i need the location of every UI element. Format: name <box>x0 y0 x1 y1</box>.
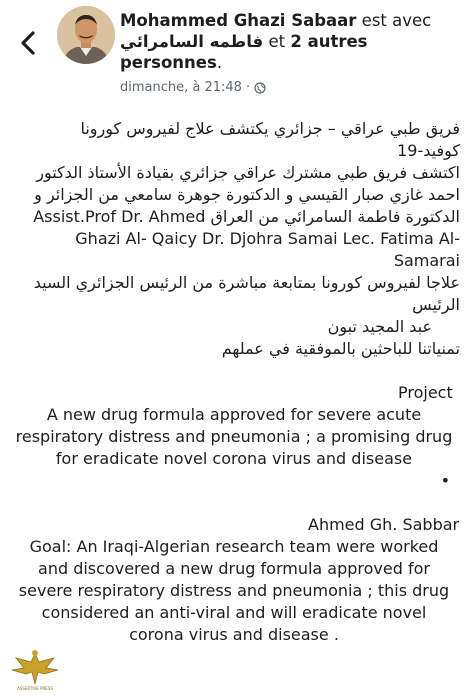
names-line: Ghazi Al- Qaicy Dr. Djohra Samai Lec. Fatima Al- <box>75 229 460 248</box>
arabic-line: تمنياتنا للباحثين بالموفقية في عملهم <box>221 339 460 358</box>
tagged-name[interactable]: فاطمه السامرائي <box>120 32 264 51</box>
arabic-line: كوفيد-19 <box>397 141 460 160</box>
goal-line: considered an anti-viral and will eradicate novel <box>41 603 427 622</box>
post-header <box>0 0 474 104</box>
arabic-line: عبد المجيد تبون <box>327 317 432 336</box>
project-line: A new drug formula approved for severe acute <box>46 405 422 424</box>
arabic-line: اكتشف فريق طبي مشترك عراقي جزائري بقيادة الأستاذ الدكتور <box>36 163 460 182</box>
arabic-line: علاجا لفيروس كورونا بمتابعة مباشرة من الرئيس الجزائري السيد <box>33 273 460 292</box>
project-line: for eradicate novel corona virus and disease <box>55 449 413 468</box>
bullet: • <box>440 471 450 490</box>
goal-line: corona virus and disease . <box>129 625 339 644</box>
goal-line: Goal: An Iraqi-Algerian research team were worked <box>29 537 439 556</box>
meta-separator: · <box>245 80 251 95</box>
avatar[interactable] <box>57 6 115 64</box>
chevron-left-icon <box>20 31 36 55</box>
post-body <box>8 118 460 646</box>
arabic-line: احمد غازي صبار القيسي و الدكتورة جوهرة سامعي من الجزائر و <box>34 185 460 204</box>
arabic-line: الرئيس <box>412 295 460 314</box>
signature: Ahmed Gh. Sabbar <box>308 515 460 534</box>
names-line: Samarai <box>393 251 460 270</box>
author-name[interactable]: Mohammed Ghazi Sabaar <box>120 11 357 30</box>
period: . <box>216 53 223 72</box>
author-line <box>120 10 465 73</box>
goal-line: and discovered a new drug formula approved for <box>38 559 430 578</box>
globe-icon <box>254 82 266 94</box>
with-text: est avec <box>356 11 432 30</box>
back-button[interactable] <box>14 28 42 58</box>
avatar-photo <box>57 6 115 64</box>
arabic-line: الدكتورة فاطمة السامرائي من العراق Assist.Prof Dr. Ahmed <box>33 207 460 226</box>
post-meta <box>120 80 266 95</box>
goal-line: severe respiratory distress and pneumonia ; this drug <box>18 581 450 600</box>
others-link[interactable]: 2 autres personnes <box>120 32 368 72</box>
watermark-text: ASSERTIVE PRESS <box>17 686 53 691</box>
project-title: Project <box>398 383 453 402</box>
and-text: et <box>263 32 291 51</box>
project-line: respiratory distress and pneumonia ; a promising drug <box>15 427 453 446</box>
timestamp[interactable]: dimanche, à 21:48 <box>120 80 242 95</box>
arabic-line: فريق طبي عراقي – جزائري يكتشف علاج لفيروس كورونا <box>80 119 460 138</box>
